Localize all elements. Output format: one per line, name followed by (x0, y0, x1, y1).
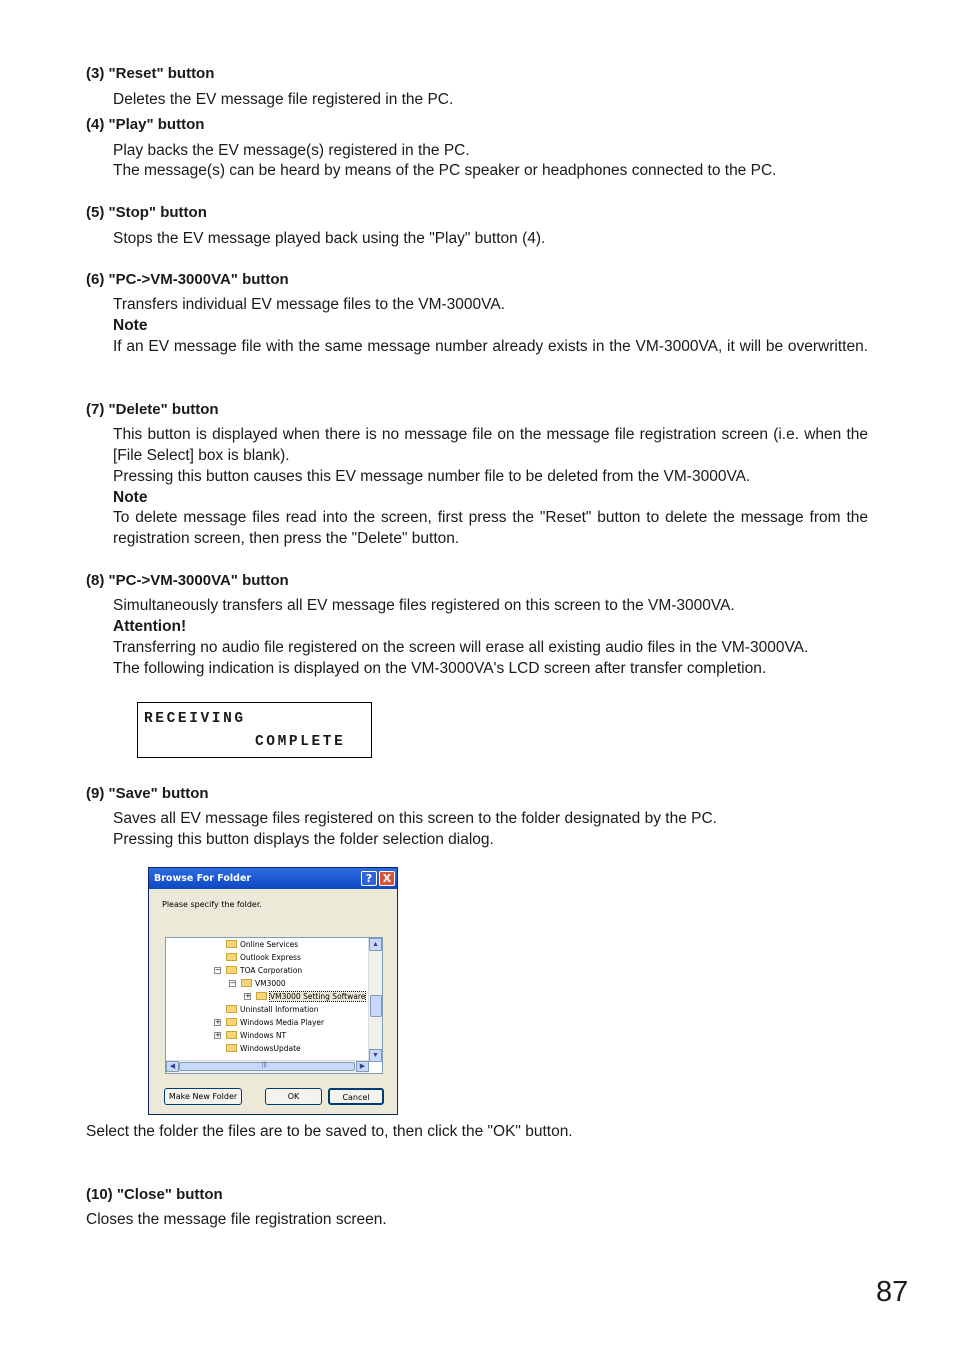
folder-icon (226, 1005, 237, 1013)
collapse-icon[interactable]: − (230, 979, 236, 987)
heading-pc-vm-button-individual: (6) "PC->VM-3000VA" button (86, 271, 289, 288)
folder-icon (226, 966, 237, 974)
heading-close-button: (10) "Close" button (86, 1186, 223, 1203)
heading-delete-button: (7) "Delete" button (86, 401, 219, 418)
page-number: 87 (876, 1276, 909, 1308)
reset-description: Deletes the EV message file registered in the PC. (113, 91, 454, 108)
folder-icon (226, 1018, 237, 1026)
lcd-line-1: RECEIVING (144, 711, 246, 727)
vertical-scrollbar[interactable] (368, 938, 382, 1062)
attention-label: Attention! (113, 618, 187, 635)
save-description-2: Pressing this button displays the folder selection dialog. (113, 831, 494, 848)
collapse-icon[interactable]: − (215, 966, 221, 974)
close-description: Closes the message file registration screen. (86, 1211, 387, 1228)
lcd-display (137, 702, 372, 758)
dialog-message: Please specify the folder. (162, 900, 262, 909)
save-after-instruction: Select the folder the files are to be saved to, then click the "OK" button. (86, 1123, 573, 1140)
scroll-right-icon[interactable]: ▶ (356, 1061, 369, 1072)
heading-stop-button: (5) "Stop" button (86, 204, 207, 221)
folder-icon (226, 1031, 237, 1039)
tree-item[interactable]: + Windows Media Player (215, 1018, 325, 1027)
save-description-1: Saves all EV message files registered on this screen to the folder designated by the PC. (113, 810, 717, 827)
folder-icon (226, 940, 237, 948)
note-label: Note (113, 317, 148, 334)
folder-icon (226, 953, 237, 961)
expand-icon[interactable]: + (245, 992, 251, 1000)
note-delete-text: To delete message files read into the screen, first press the "Reset" button to delete the message from the registration screen, then press the "Delete" button. (113, 509, 868, 547)
note-overwrite-text: If an EV message file with the same message number already exists in the VM-3000VA, it will be overwritten. (113, 338, 868, 355)
heading-pc-vm-button-all: (8) "PC->VM-3000VA" button (86, 572, 289, 589)
heading-play-button: (4) "Play" button (86, 116, 205, 133)
help-button[interactable]: ? (361, 871, 377, 886)
make-new-folder-button[interactable]: Make New Folder (164, 1088, 242, 1105)
horizontal-scroll-thumb[interactable] (179, 1062, 355, 1071)
heading-reset-button: (3) "Reset" button (86, 65, 215, 82)
pc-vm-individual-description: Transfers individual EV message files to the VM-3000VA. (113, 296, 505, 313)
scroll-up-icon[interactable]: ▲ (369, 938, 382, 951)
close-button[interactable]: X (379, 871, 395, 886)
horizontal-scrollbar[interactable] (166, 1060, 369, 1073)
attention-text-2: The following indication is displayed on the VM-3000VA's LCD screen after transfer completion. (113, 660, 767, 677)
tree-item[interactable]: − VM3000 (230, 979, 286, 988)
delete-description-2: Pressing this button causes this EV message number file to be deleted from the VM-3000VA. (113, 468, 751, 485)
cancel-button[interactable]: Cancel (328, 1088, 384, 1105)
dialog-title: Browse For Folder (154, 873, 252, 884)
tree-item[interactable]: Outlook Express (226, 952, 301, 964)
scroll-grip-icon: ||| (262, 1062, 267, 1068)
expand-icon[interactable]: + (215, 1018, 221, 1026)
delete-description-1: This button is displayed when there is no message file on the message file registration screen (i.e. when the [File Select] box is blank). (113, 426, 868, 464)
tree-item[interactable]: Online Services (226, 939, 298, 951)
heading-save-button: (9) "Save" button (86, 785, 209, 802)
tree-item[interactable]: + Windows NT (215, 1031, 287, 1040)
tree-item-selected[interactable]: + VM3000 Setting Software (245, 992, 366, 1001)
vertical-scroll-thumb[interactable] (370, 995, 382, 1017)
play-description-1: Play backs the EV message(s) registered in the PC. (113, 142, 470, 159)
stop-description: Stops the EV message played back using the "Play" button (4). (113, 230, 546, 247)
play-description-2: The message(s) can be heard by means of the PC speaker or headphones connected to the PC. (113, 162, 777, 179)
tree-item[interactable]: − TOA Corporation (215, 966, 303, 975)
folder-icon (226, 1044, 237, 1052)
attention-text-1: Transferring no audio file registered on the screen will erase all existing audio files in the VM-3000VA. (113, 639, 809, 656)
expand-icon[interactable]: + (215, 1031, 221, 1039)
note-label: Note (113, 489, 148, 506)
folder-icon (241, 979, 252, 987)
dialog-title-bar[interactable] (149, 868, 397, 889)
folder-tree[interactable] (165, 937, 383, 1074)
pc-vm-all-description: Simultaneously transfers all EV message files registered on this screen to the VM-3000VA. (113, 597, 735, 614)
folder-icon (256, 992, 267, 1000)
tree-item[interactable]: WindowsUpdate (226, 1043, 301, 1055)
lcd-line-2: COMPLETE (255, 734, 346, 750)
scroll-left-icon[interactable]: ◀ (166, 1061, 179, 1072)
tree-item[interactable]: Uninstall Information (226, 1004, 319, 1016)
ok-button[interactable]: OK (265, 1088, 322, 1105)
scroll-down-icon[interactable]: ▼ (369, 1049, 382, 1062)
browse-for-folder-dialog (148, 867, 398, 1115)
